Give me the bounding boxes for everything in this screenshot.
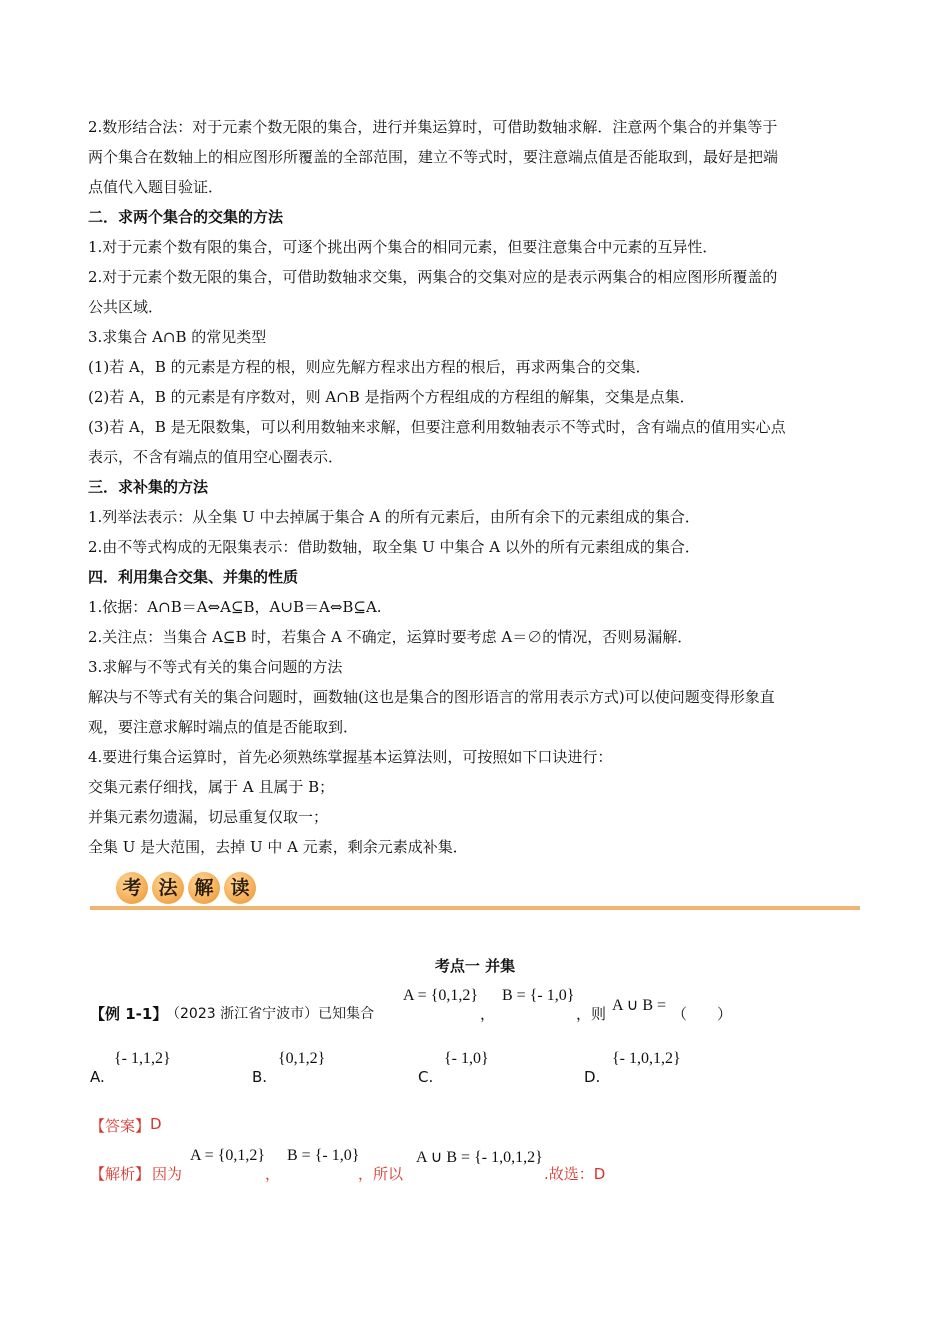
heading-intersection: 二．求两个集合的交集的方法: [88, 208, 284, 226]
text-line: (3)若 A，B 是无限数集，可以利用数轴来求解，但要注意利用数轴表示不等式时，含有端点的值用实心点: [88, 418, 786, 436]
heading-complement: 三．求补集的方法: [88, 478, 209, 496]
banner-char: 读: [224, 872, 256, 904]
banner-char: 考: [116, 872, 148, 904]
option-b-letter: B.: [252, 1068, 268, 1086]
banner-char: 法: [152, 872, 184, 904]
text-line: 观，要注意求解时端点的值是否能取到．: [88, 718, 359, 736]
text-line: (2)若 A，B 的元素是有序数对，则 A∩B 是指两个方程组成的方程组的解集，交集是点集．: [88, 388, 695, 406]
text-line: 全集 U 是大范围，去掉 U 中 A 元素，剩余元素成补集．: [88, 838, 468, 856]
option-d-value: {- 1,0,1,2}: [612, 1050, 681, 1067]
example-ask-prefix: ，则: [576, 1005, 607, 1023]
option-c-value: {- 1,0}: [444, 1050, 489, 1067]
analysis-because: 因为: [152, 1165, 183, 1183]
text-line: 并集元素勿遗漏，切忌重复仅取一；: [88, 808, 329, 826]
text-line: 1.列举法表示：从全集 U 中去掉属于集合 A 的所有元素后，由所有余下的元素组成的集合．: [88, 508, 700, 526]
analysis-set-a: A = {0,1,2}: [190, 1147, 266, 1164]
analysis-label: 【解析】: [90, 1165, 151, 1183]
answer-value: D: [150, 1115, 162, 1133]
text-line: 交集元素仔细找，属于 A 且属于 B；: [88, 778, 335, 796]
analysis-so: ，所以: [358, 1165, 404, 1183]
example-set-b: B = {- 1,0}: [502, 987, 575, 1004]
text-line: 3.求集合 A∩B 的常见类型: [88, 328, 267, 346]
text-line: (1)若 A，B 的元素是方程的根，则应先解方程求出方程的根后，再求两集合的交集．: [88, 358, 651, 376]
heading-properties: 四．利用集合交集、并集的性质: [88, 568, 299, 586]
text-line: 1.对于元素个数有限的集合，可逐个挑出两个集合的相同元素，但要注意集合中元素的互异性．: [88, 238, 718, 256]
example-comma: ，: [480, 1005, 496, 1023]
text-line: 公共区域．: [88, 298, 164, 316]
example-source: （2023 浙江省宁波市）已知集合: [166, 1006, 375, 1022]
body-text: [88, 112, 864, 862]
option-a-letter: A.: [90, 1068, 105, 1086]
text-line: 2.由不等式构成的无限集表示：借助数轴，取全集 U 中集合 A 以外的所有元素组成的集合．: [88, 538, 700, 556]
banner-underline: [90, 906, 860, 910]
answer-label: 【答案】: [90, 1117, 151, 1135]
example-ask-expr: A ∪ B =: [612, 997, 667, 1014]
text-line: 2.关注点：当集合 A⊆B 时，若集合 A 不确定，运算时要考虑 A＝∅的情况，否则易漏解．: [88, 628, 693, 646]
example-label: 【例 1-1】: [90, 1005, 168, 1023]
option-d-letter: D.: [584, 1068, 601, 1086]
example-set-a: A = {0,1,2}: [403, 987, 479, 1004]
text-line: 两个集合在数轴上的相应图形所覆盖的全部范围，建立不等式时，要注意端点值是否能取到，最好是把端: [88, 148, 779, 166]
text-line: 点值代入题目验证．: [88, 178, 224, 196]
option-a-value: {- 1,1,2}: [114, 1050, 171, 1067]
analysis-conclusion: .故选：D: [544, 1165, 606, 1183]
analysis-set-b: B = {- 1,0}: [287, 1147, 360, 1164]
text-line: 3.求解与不等式有关的集合问题的方法: [88, 658, 343, 676]
banner-char: 解: [188, 872, 220, 904]
text-line: 4.要进行集合运算时，首先必须熟练掌握基本运算法则，可按照如下口诀进行：: [88, 748, 613, 766]
section-title: 考点一 并集: [434, 957, 516, 975]
text-line: 2.数形结合法：对于元素个数无限的集合，进行并集运算时，可借助数轴求解．注意两个集合的并集等于: [88, 118, 778, 136]
example-ask-paren: （ ）: [672, 1005, 733, 1023]
option-c-letter: C.: [418, 1068, 434, 1086]
text-line: 1.依据：A∩B＝A⇔A⊆B，A∪B＝A⇔B⊆A.: [88, 598, 382, 616]
analysis-result: A ∪ B = {- 1,0,1,2}: [416, 1149, 543, 1166]
text-line: 2.对于元素个数无限的集合，可借助数轴求交集，两集合的交集对应的是表示两集合的相应图形所覆盖的: [88, 268, 778, 286]
analysis-comma: ，: [265, 1165, 281, 1183]
text-line: 表示，不含有端点的值用空心圈表示．: [88, 448, 344, 466]
section-banner: [90, 870, 860, 912]
option-b-value: {0,1,2}: [278, 1050, 326, 1067]
text-line: 解决与不等式有关的集合问题时，画数轴(这也是集合的图形语言的常用表示方式)可以使问题变得形象直: [88, 688, 775, 706]
